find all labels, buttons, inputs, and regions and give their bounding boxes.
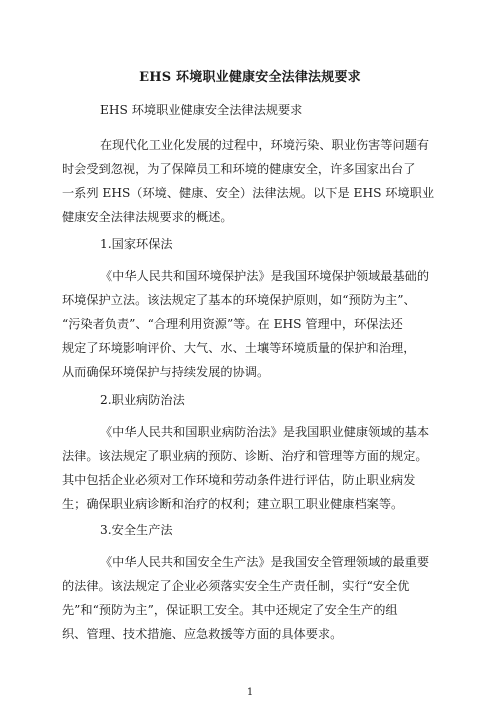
intro-line: 一系列 EHS（环境、健康、安全）法律法规。以下是 EHS 环境职业 [62, 186, 435, 200]
intro-line: 在现代化工业化发展的过程中，环境污染、职业伤害等问题有 [100, 138, 430, 152]
section-line: 其中包括企业必须对工作环境和劳动条件进行评估，防止职业病发 [62, 473, 416, 487]
document-subtitle: EHS 环境职业健康安全法律法规要求 [100, 103, 303, 117]
section-line: “污染者负责”、“合理利用资源”等。在 EHS 管理中，环保法还 [62, 317, 403, 331]
section-line: 从而确保环境保护与持续发展的协调。 [62, 365, 270, 379]
section-line: 环境保护立法。该法规定了基本的环境保护原则，如“预防为主”、 [62, 293, 416, 307]
section-line: 《中华人民共和国环境保护法》是我国环境保护领域最基础的 [100, 269, 430, 283]
section-line: 织、管理、技术措施、应急救援等方面的具体要求。 [62, 627, 343, 641]
section-line: 的法律。该法规定了企业必须落实安全生产责任制，实行“安全优 [62, 579, 410, 593]
intro-line: 时会受到忽视，为了保障员工和环境的健康安全，许多国家出台了 [62, 162, 416, 176]
section-line: 规定了环境影响评价、大气、水、土壤等环境质量的保护和治理， [62, 341, 416, 355]
intro-line: 健康安全法律法规要求的概述。 [62, 210, 233, 224]
section-paragraph-2 [62, 420, 442, 516]
section-line: 先”和“预防为主”，保证职工安全。其中还规定了安全生产的组 [62, 603, 398, 617]
intro-paragraph [62, 133, 442, 229]
section-line: 生；确保职业病诊断和治疗的权利；建立职工职业健康档案等。 [62, 497, 404, 511]
section-line: 法律。该法规定了职业病的预防、诊断、治疗和管理等方面的规定。 [62, 449, 428, 463]
section-paragraph-3 [62, 550, 442, 646]
section-line: 《中华人民共和国安全生产法》是我国安全管理领域的最重要 [100, 555, 430, 569]
section-paragraph-1 [62, 264, 442, 384]
document-title: EHS 环境职业健康安全法律法规要求 [139, 70, 361, 85]
page-number: 1 [246, 687, 254, 698]
section-heading-2: 2.职业病防治法 [100, 393, 185, 407]
section-heading-1: 1.国家环保法 [100, 237, 173, 251]
section-heading-3: 3.安全生产法 [100, 523, 173, 537]
section-line: 《中华人民共和国职业病防治法》是我国职业健康领域的基本 [100, 425, 430, 439]
